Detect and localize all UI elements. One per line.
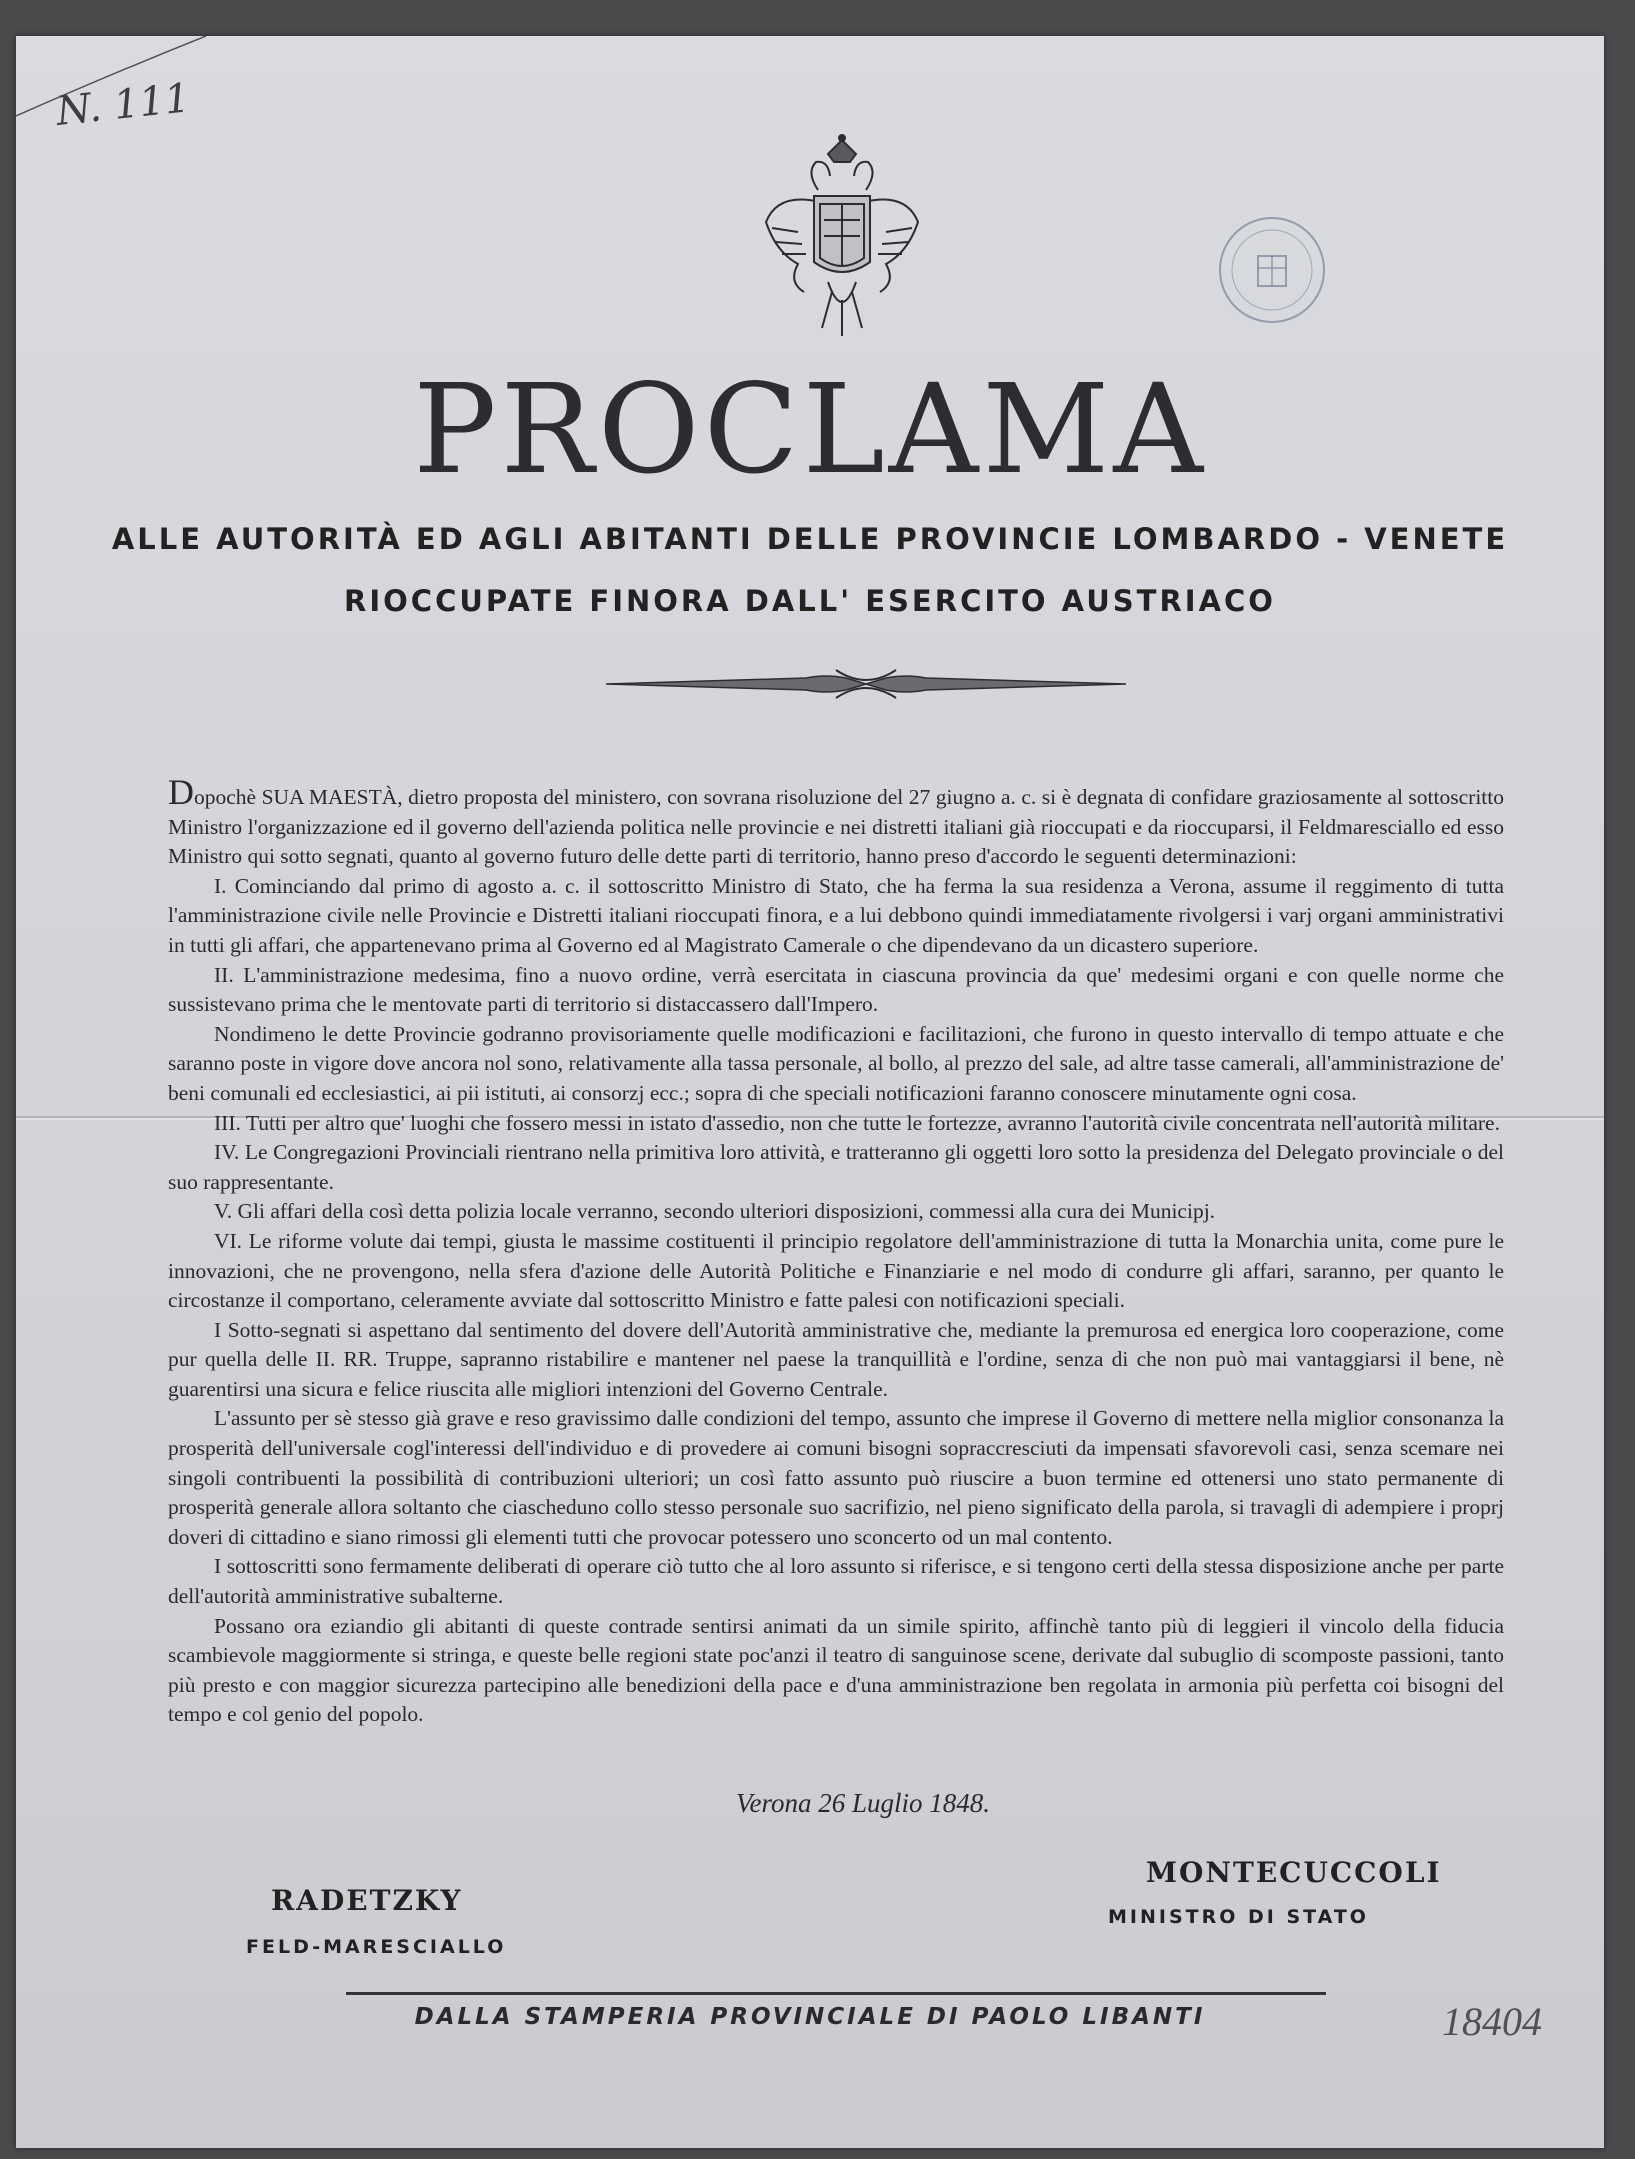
paragraph-article-1: I. Cominciando dal primo di agosto a. c. il sottoscritto Ministro di Stato, che ha ferma la sua residenza a Verona, assume il reggimento di tutta l'amministrazione civile nelle Provincie e Distretti italiani rioccupati finora, e a lui debbono quindi immediatamente rivolgersi i varj organi amministrativi in tutti gli affari, che appartenevano prima al Governo ed al Magistrato Camerale o che dipendevano da un dicastero superiore.	[168, 873, 1504, 957]
signatory-right-name: MONTECUCCOLI	[1146, 1856, 1442, 1889]
paragraph-article-6: VI. Le riforme volute dai tempi, giusta le massime costituenti il principio regolatore dell'amministrazione di tutta la Monarchia unita, come pure le innovazioni, che ne provengono, nella sfera d'azione delle Autorità Politiche e Finanziarie e nel modo di condurre gli affari, saranno, per quanto le circostanze il comportano, celeramente avviate dal sottoscritto Ministro e fatte palesi con notificazioni speciali.	[168, 1228, 1504, 1313]
paragraph-article-4: IV. Le Congregazioni Provinciali rientrano nella primitiva loro attività, e tratteranno gli oggetti loro sotto la presidenza del Delegato provinciale o del suo rappresentante.	[168, 1140, 1504, 1194]
footer-rule	[346, 1992, 1326, 1995]
proclamation-title: PROCLAMA	[413, 358, 1207, 502]
proclamation-body	[168, 774, 1504, 1730]
paragraph-nondimeno: Nondimeno le dette Provincie godranno provisoriamente quelle modificazioni e facilitazioni, che furono in questo intervallo di tempo attuate e che saranno poste in vigore dove ancora nol sono, relativamente alla tassa personale, al bollo, al prezzo del sale, ad altre tasse camerali, all'amministrazione de' beni comunali ed ecclesiastici, ai pii istituti, ai consorzj ecc.; sopra di che speciali notificazioni faranno conoscere minutamente ogni cosa.	[168, 1021, 1504, 1105]
dropcap: D	[168, 772, 194, 812]
paragraph-possano: Possano ora eziandio gli abitanti di queste contrade sentirsi animati da un simile spirito, affinchè tanto più di leggieri il vincolo della fiducia scambievole maggiormente si stringa, e queste belle regioni state poc'anzi il teatro di sanguinose scene, derivate dal subuglio di scomposte passioni, tanto più presto e con maggior sicurezza partecipino alle benedizioni della pace e d'una amministrazione ben regolata in armonia più perfetta coi bisogni del tempo e col genio del popolo.	[168, 1613, 1504, 1727]
paragraph-article-3: III. Tutti per altro que' luoghi che fossero messi in istato d'assedio, non che tutte le fortezze, avranno l'autorità civile concentrata nell'autorità militare.	[214, 1110, 1500, 1135]
paragraph-intro: Dopochè SUA MAESTÀ, dietro proposta del ministero, con sovrana risoluzione del 27 giugno a. c. si è degnata di confidare graziosamente al sottoscritto Ministro l'organizzazione ed il governo dell'azienda politica nelle provincie e nei distretti italiani già rioccupati e da rioccuparsi, il Feldmaresciallo ed esso Ministro qui sotto segnati, quanto al governo futuro delle dette parti di territorio, hanno preso d'accordo le seguenti determinazioni:	[168, 772, 1504, 869]
signatory-left-role: FELD-MARESCIALLO	[246, 1936, 507, 1958]
rule-ornament-icon	[606, 660, 1126, 708]
paragraph-article-5: V. Gli affari della così detta polizia locale verranno, secondo ulteriori disposizioni, commessi alla cura dei Municipj.	[214, 1199, 1216, 1224]
double-headed-eagle-icon	[758, 132, 926, 342]
paragraph-assunto: L'assunto per sè stesso già grave e reso gravissimo dalle condizioni del tempo, assunto che impresе il Governo di mettere nella miglior consonanza la prosperità dell'universale cogl'interessi dell'individuo e di provedere ai comuni bisogni sopraccresciuti da impensati sfavorevoli casi, senza scemare nei singoli contribuenti la possibilità di contribuzioni ulteriori; un così fatto assunto può riuscire a buon termine ed ottenersi uno stato permanente di prosperità generale allora soltanto che ciascheduno collo stesso personale suo sacrifizio, nel pieno significato della parola, si travagli di adempiere i proprj doveri di cittadino e siano rimossi gli elementi tutti che provocar potessero uno sconcerto od un mal contento.	[168, 1406, 1504, 1549]
inventory-mark: N. 111	[53, 75, 193, 135]
library-stamp-icon	[1212, 210, 1332, 330]
printer-imprint: DALLA STAMPERIA PROVINCIALE DI PAOLO LIBANTI	[414, 2004, 1206, 2030]
signatory-right-role: MINISTRO DI STATO	[1108, 1906, 1369, 1928]
proclamation-sheet	[16, 36, 1604, 2148]
paragraph-sottosegnati: I Sotto-segnati si aspettano dal sentimento del dovere dell'Autorità amministrative che, mediante la premurosa ed energica loro cooperazione, come pur quella delle II. RR. Truppe, sapranno ristabilire e mantener nel paese la tranquillità e l'ordine, senza di che non può mai vantaggiarsi il bene, nè guarentirsi una sicura e felice riuscita alle migliori intenzioni del Governo Centrale.	[168, 1317, 1504, 1401]
date-line: Verona 26 Luglio 1848.	[736, 1788, 991, 1818]
paragraph-article-2: II. L'amministrazione medesima, fino a nuovo ordine, verrà esercitata in ciascuna provincia da que' medesimi organi e con quelle norme che sussistevano prima che le mentovate parti di territorio si distaccassero dall'Impero.	[168, 962, 1504, 1017]
subtitle-line-2: RIOCCUPATE FINORA DALL' ESERCITO AUSTRIACO	[344, 584, 1276, 618]
signatory-left-name: RADETZKY	[271, 1884, 463, 1917]
paragraph-sottoscritti: I sottoscritti sono fermamente deliberati di operare ciò tutto che al loro assunto si riferisce, e si tengono certi della stessa disposizione anche per parte dell'autorità amministrative subalterne.	[168, 1554, 1504, 1609]
handwritten-number: 18404	[1442, 1999, 1542, 2044]
subtitle-line-1: ALLE AUTORITÀ ED AGLI ABITANTI DELLE PROVINCIE LOMBARDO - VENETE	[111, 522, 1509, 556]
